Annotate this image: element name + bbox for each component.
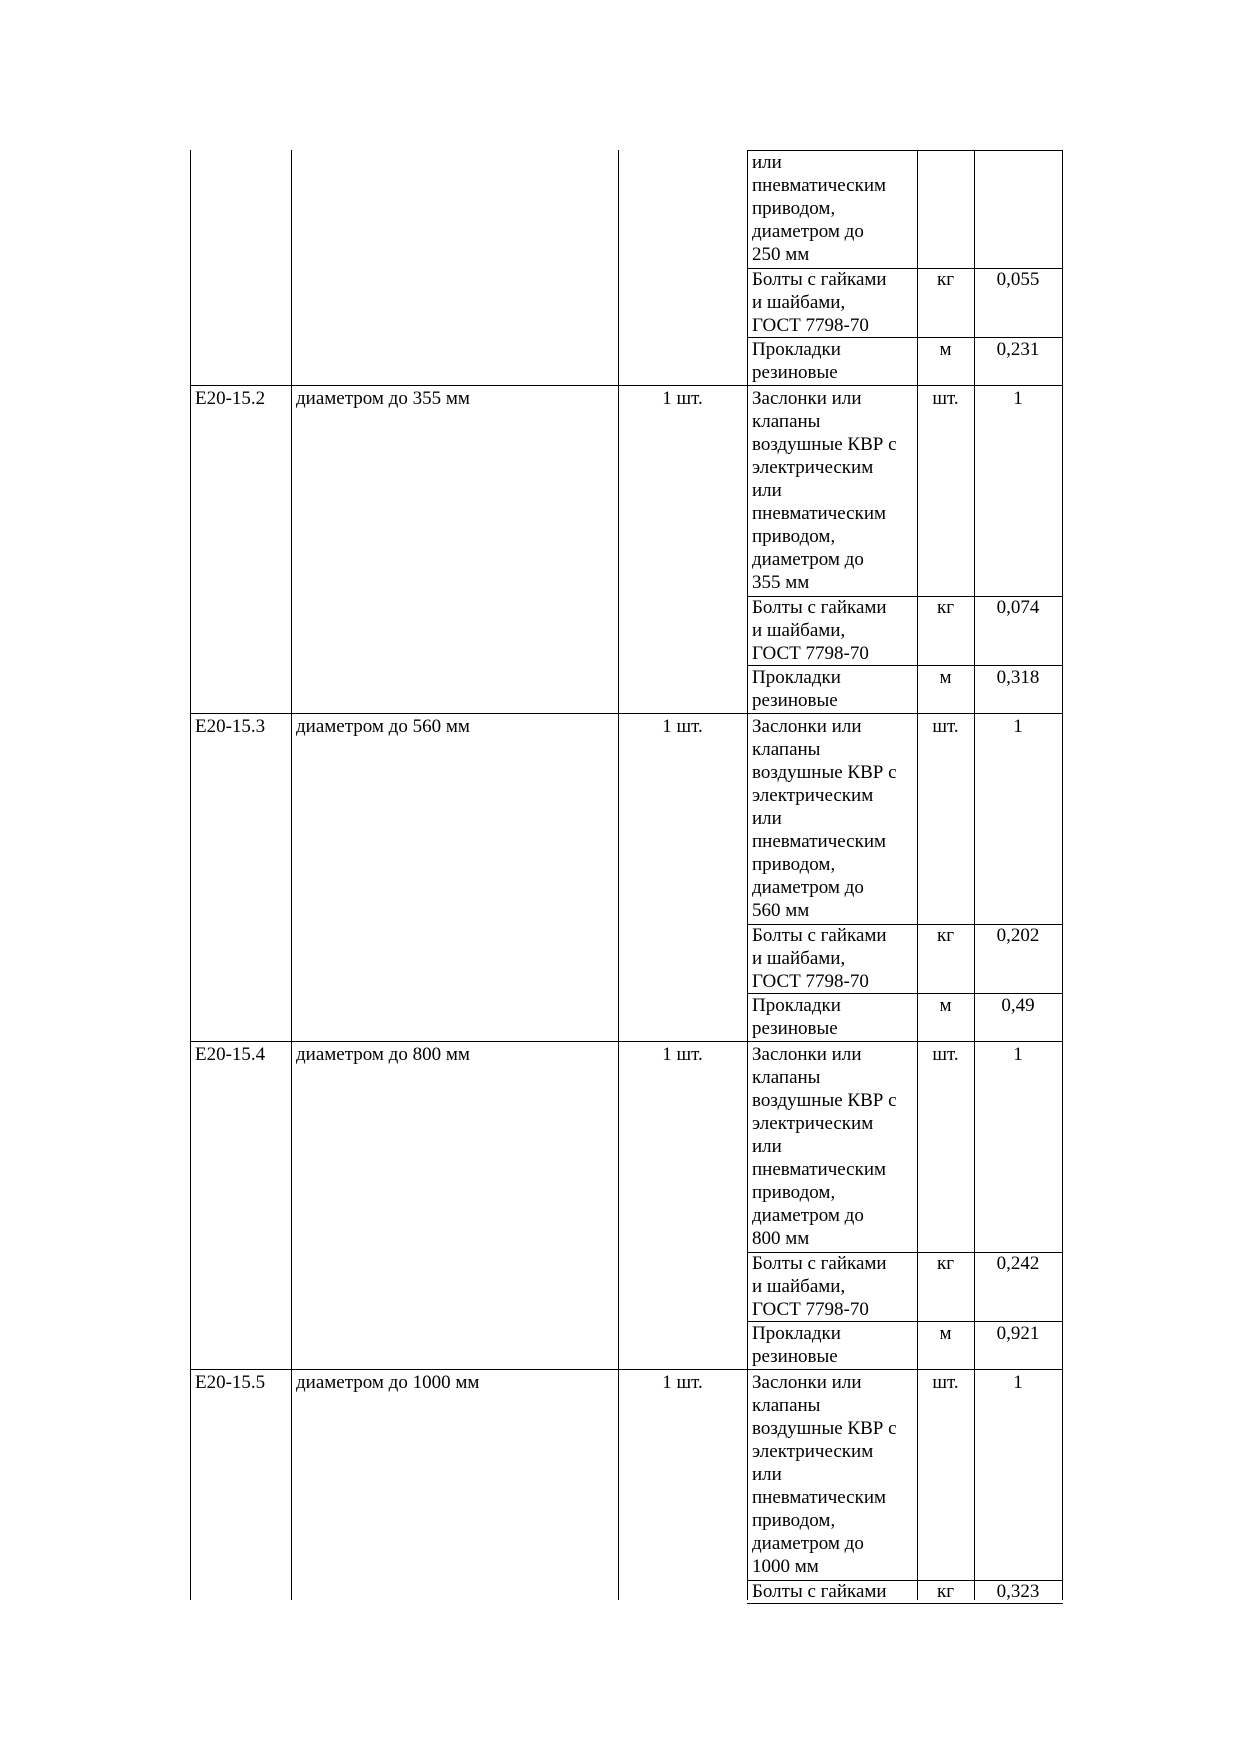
table-divider-measure xyxy=(747,150,748,1600)
row-measure: 1 шт. xyxy=(662,1044,703,1065)
material-unit: м xyxy=(939,1323,952,1344)
material-unit: м xyxy=(939,339,952,360)
material-qty: 0,074 xyxy=(996,597,1040,618)
material-qty: 0,49 xyxy=(1001,995,1035,1016)
row-separator xyxy=(190,1041,1063,1042)
table-divider-code xyxy=(291,150,292,1600)
material-name: Заслонки или клапаны воздушные КВР с электрическим или пневматическим приводом, диаметром до 560 мм xyxy=(752,716,897,921)
material-unit: м xyxy=(939,667,952,688)
row-code: Е20-15.4 xyxy=(195,1044,266,1065)
material-unit: шт. xyxy=(932,716,959,737)
row-description: диаметром до 800 мм xyxy=(296,1044,470,1065)
row-separator xyxy=(190,385,1063,386)
material-unit: шт. xyxy=(932,1372,959,1393)
material-qty: 0,318 xyxy=(996,667,1040,688)
row-code: Е20-15.2 xyxy=(195,388,266,409)
material-qty: 1 xyxy=(1013,716,1023,737)
row-code: Е20-15.3 xyxy=(195,716,266,737)
material-name: Болты с гайками и шайбами, ГОСТ 7798-70 xyxy=(752,1253,887,1320)
material-unit: шт. xyxy=(932,1044,959,1065)
material-bottom-line xyxy=(747,1603,1063,1604)
material-qty: 0,202 xyxy=(996,925,1040,946)
material-name: Болты с гайками и шайбами, ГОСТ 7798-70 xyxy=(752,597,887,664)
material-name: или пневматическим приводом, диаметром до 250 мм xyxy=(752,152,887,265)
material-name: Прокладки резиновые xyxy=(752,339,841,383)
material-qty: 0,231 xyxy=(996,339,1040,360)
material-unit: шт. xyxy=(932,388,959,409)
row-separator xyxy=(190,713,1063,714)
material-qty: 0,055 xyxy=(996,269,1040,290)
material-name: Заслонки или клапаны воздушные КВР с электрическим или пневматическим приводом, диаметром до 355 мм xyxy=(752,388,897,593)
material-unit: кг xyxy=(936,1253,955,1274)
row-description: диаметром до 355 мм xyxy=(296,388,470,409)
table-border-left xyxy=(190,150,191,1600)
material-name: Прокладки резиновые xyxy=(752,995,841,1039)
material-name: Заслонки или клапаны воздушные КВР с электрическим или пневматическим приводом, диаметром до 1000 мм xyxy=(752,1372,897,1577)
material-name: Болты с гайками и шайбами, ГОСТ 7798-70 xyxy=(752,269,887,336)
material-qty: 1 xyxy=(1013,388,1023,409)
material-name: Прокладки резиновые xyxy=(752,667,841,711)
material-name: Болты с гайками xyxy=(752,1581,887,1602)
material-qty: 1 xyxy=(1013,1372,1023,1393)
material-name: Болты с гайками и шайбами, ГОСТ 7798-70 xyxy=(752,925,887,992)
row-code: Е20-15.5 xyxy=(195,1372,266,1393)
row-separator xyxy=(190,1369,1063,1370)
material-unit: м xyxy=(939,995,952,1016)
material-unit: кг xyxy=(936,597,955,618)
material-unit: кг xyxy=(936,269,955,290)
material-qty: 1 xyxy=(1013,1044,1023,1065)
material-name: Заслонки или клапаны воздушные КВР с электрическим или пневматическим приводом, диаметром до 800 мм xyxy=(752,1044,897,1249)
material-unit: кг xyxy=(936,1581,955,1602)
material-unit: кг xyxy=(936,925,955,946)
row-description: диаметром до 1000 мм xyxy=(296,1372,480,1393)
row-measure: 1 шт. xyxy=(662,716,703,737)
row-measure: 1 шт. xyxy=(662,1372,703,1393)
material-qty: 0,242 xyxy=(996,1253,1040,1274)
material-qty: 0,921 xyxy=(996,1323,1040,1344)
material-qty: 0,323 xyxy=(996,1581,1040,1602)
row-measure: 1 шт. xyxy=(662,388,703,409)
material-name: Прокладки резиновые xyxy=(752,1323,841,1367)
row-description: диаметром до 560 мм xyxy=(296,716,470,737)
table-border-right xyxy=(1062,150,1063,1600)
